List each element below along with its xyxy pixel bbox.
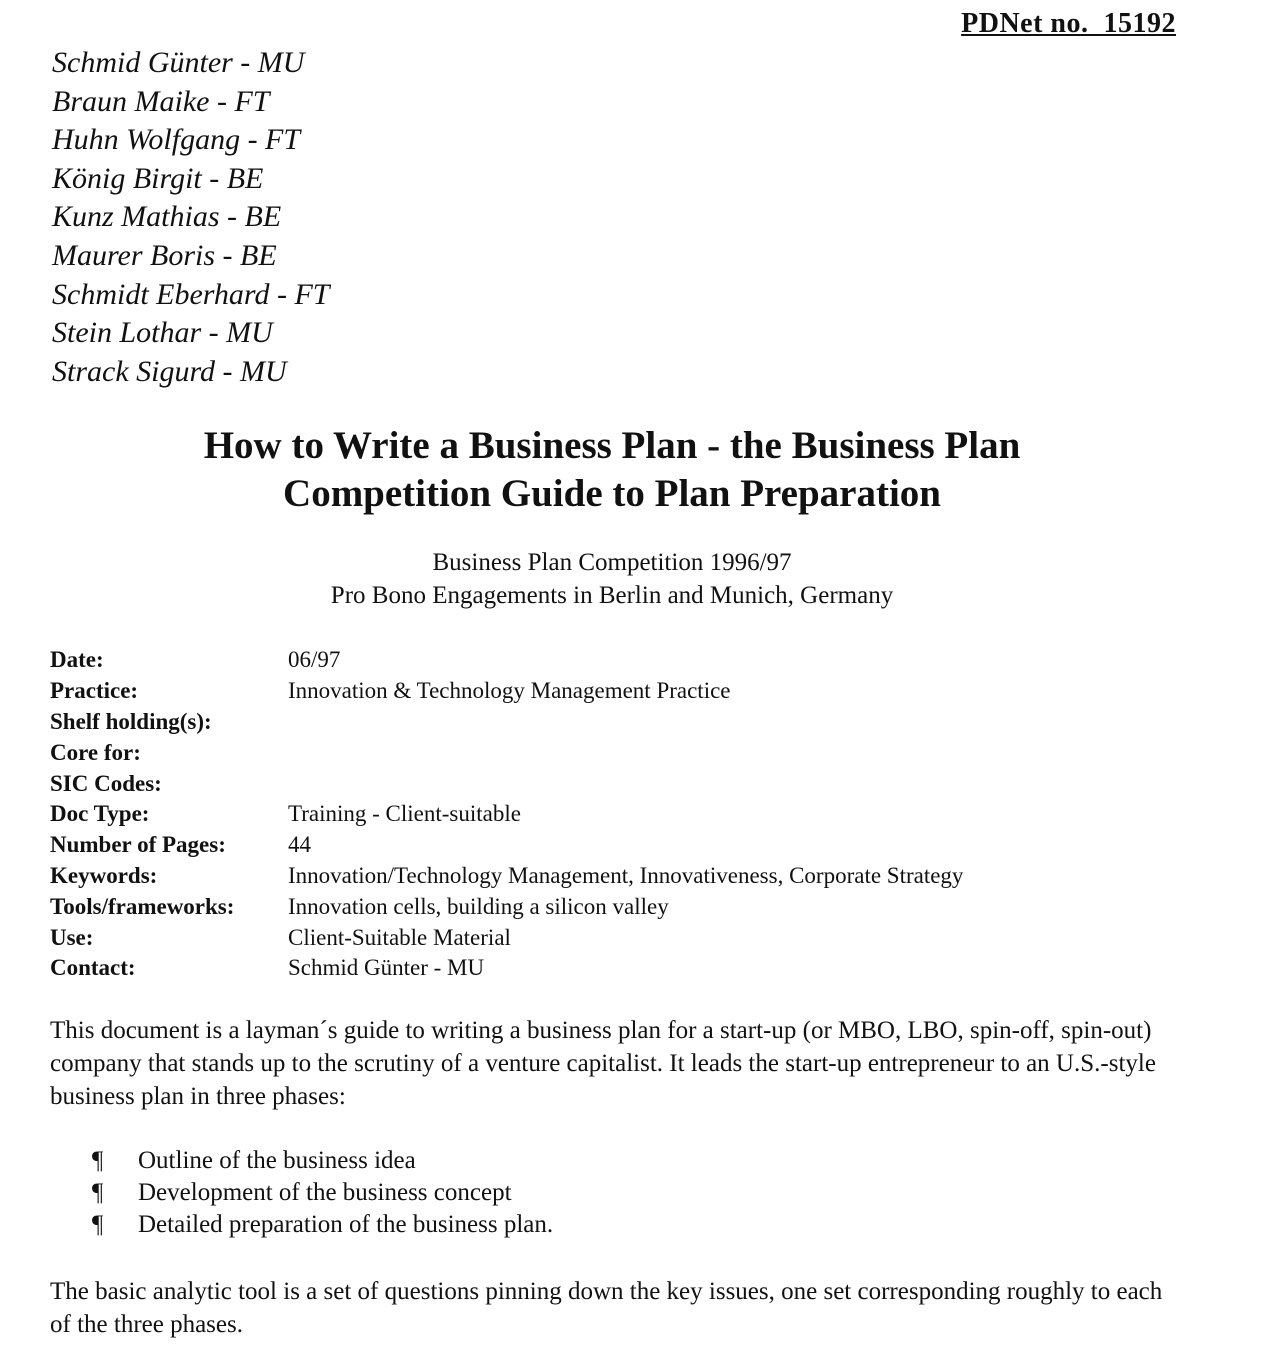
- metadata-row: [50, 861, 963, 892]
- metadata-value: 06/97: [288, 647, 341, 673]
- metadata-label: Keywords:: [50, 862, 158, 888]
- author-name: König Birgit - BE: [52, 161, 264, 195]
- metadata-label: Core for:: [50, 739, 141, 765]
- metadata-value: Schmid Günter - MU: [288, 955, 485, 981]
- metadata-value: Innovation & Technology Management Practice: [288, 678, 731, 704]
- metadata-value: Client-Suitable Material: [288, 924, 511, 950]
- metadata-table: [50, 645, 963, 984]
- metadata-label: Practice:: [50, 678, 139, 704]
- metadata-value: [288, 707, 963, 738]
- metadata-row: [50, 645, 963, 676]
- metadata-value: [288, 768, 963, 799]
- metadata-label: SIC Codes:: [50, 770, 162, 796]
- document-subtitle-line: Pro Bono Engagements in Berlin and Munich, Germany: [330, 582, 894, 609]
- author-name: Maurer Boris - BE: [52, 238, 277, 272]
- metadata-label: Use:: [50, 924, 94, 950]
- metadata-label: Tools/frameworks:: [50, 893, 235, 919]
- phase-list: [92, 1145, 553, 1241]
- list-item-text: Outline of the business idea: [138, 1147, 416, 1174]
- metadata-row: [50, 676, 963, 707]
- list-item: [92, 1209, 553, 1241]
- metadata-value: Innovation cells, building a silicon valley: [288, 893, 669, 919]
- metadata-row: [50, 707, 963, 738]
- metadata-value: Innovation/Technology Management, Innovativeness, Corporate Strategy: [288, 862, 964, 888]
- closing-paragraph: The basic analytic tool is a set of questions pinning down the key issues, one set corresponding roughly to each of the three phases.: [50, 1278, 1163, 1338]
- author-name: Stein Lothar - MU: [52, 316, 273, 350]
- document-title-line: How to Write a Business Plan - the Business Plan: [203, 424, 1021, 467]
- document-subtitle-line: Business Plan Competition 1996/97: [432, 549, 792, 576]
- metadata-label: Number of Pages:: [50, 832, 226, 858]
- author-name: Kunz Mathias - BE: [52, 200, 282, 234]
- metadata-row: [50, 953, 963, 984]
- metadata-row: [50, 768, 963, 799]
- metadata-value: [288, 737, 963, 768]
- metadata-row: [50, 737, 963, 768]
- metadata-row: [50, 830, 963, 861]
- author-name: Braun Maike - FT: [52, 84, 270, 118]
- metadata-row: [50, 922, 963, 953]
- metadata-value: Training - Client-suitable: [288, 801, 521, 827]
- list-item-text: Development of the business concept: [138, 1179, 512, 1206]
- metadata-row: [50, 799, 963, 830]
- list-item: [92, 1145, 553, 1177]
- document-title: [0, 422, 1224, 518]
- pilcrow-bullet-icon: ¶: [92, 1179, 104, 1206]
- author-list: [52, 44, 330, 391]
- author-name: Schmidt Eberhard - FT: [52, 277, 330, 311]
- metadata-value: 44: [288, 832, 311, 858]
- metadata-row: [50, 891, 963, 922]
- intro-paragraph: This document is a layman´s guide to writing a business plan for a start-up (or MBO, LBO, spin-off, spin-out) company that stands up to the scrutiny of a venture capitalist. It leads the start-up entrepreneur to an U.S.-style business plan in three phases:: [50, 1017, 1156, 1110]
- metadata-label: Doc Type:: [50, 801, 150, 827]
- metadata-label: Date:: [50, 647, 104, 673]
- metadata-label: Shelf holding(s):: [50, 708, 212, 734]
- pilcrow-bullet-icon: ¶: [92, 1211, 104, 1238]
- document-subtitle: [0, 546, 1224, 612]
- list-item: [92, 1177, 553, 1209]
- author-name: Strack Sigurd - MU: [52, 354, 287, 388]
- author-name: Schmid Günter - MU: [52, 46, 305, 79]
- author-name: Huhn Wolfgang - FT: [52, 123, 301, 157]
- pilcrow-bullet-icon: ¶: [92, 1147, 104, 1174]
- list-item-text: Detailed preparation of the business plan.: [138, 1211, 554, 1238]
- document-title-line: Competition Guide to Plan Preparation: [283, 472, 941, 515]
- metadata-label: Contact:: [50, 955, 136, 981]
- pdnet-number: PDNet no. 15192: [961, 8, 1176, 39]
